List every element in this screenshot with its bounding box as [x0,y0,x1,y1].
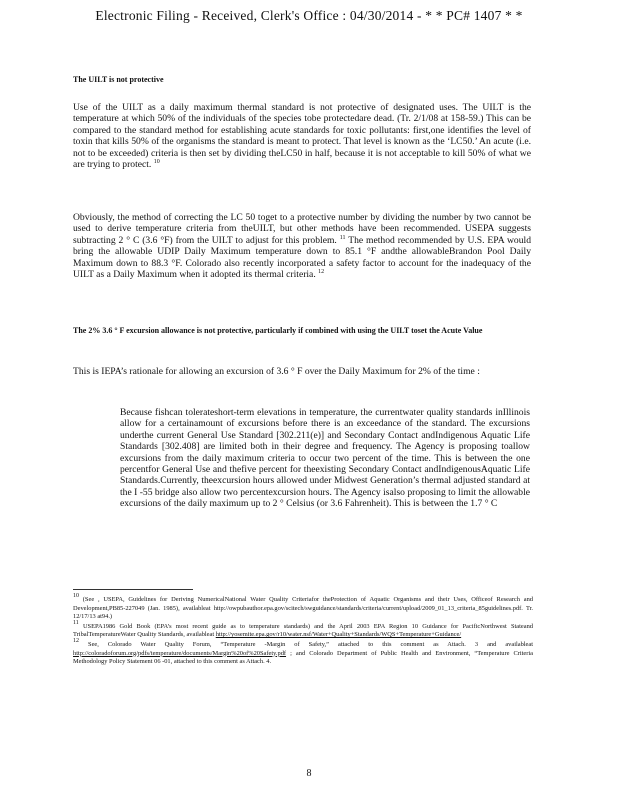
footnote-10 [73,593,533,622]
paragraph-uilt-not-protective [73,102,531,170]
footnote-12 [73,637,533,667]
footnotes [73,593,533,668]
footnote-number: 12 [73,637,79,644]
filing-header: Electronic Filing - Received, Clerk's Office : 04/30/2014 - * * PC# 1407 * * [95,8,523,23]
paragraph-text: Use of the UILT as a daily maximum thermal standard is not protective of designated uses. The UILT is the temperature at which 50% of the individuals of the species tobe protectedare dead. (Tr. 2/1/08 at 158-59.) This can be compared to the standard method for establishing acute standards for toxic pollutants: first,one identifies the level of toxin that kills 50% of the organisms the standard is meant to protect. That level is known as the ‘LC50.’ An acute (i.e. not to be exceeded) criteria is then set by dividing theLC50 in half, because it is not acceptable to kill 50% of what we are trying to protect. [73,102,531,171]
footnote-number: 10 [73,593,79,599]
footnote-text: USEPA1986 Gold Book (EPA’s most recent guide as to temperature standards) and the April 2003 EPA Region 10 Guidance for PacificNorthwest Stateand TribalTemperatureWater Quality Standards, availableat [73,622,533,639]
footnote-text-after: ; and Colorado Department of Public Health and Environment, “Temperature Criteria Methodology Policy Statement 06 -01, attached to this comment as Attach. 4. [73,649,533,666]
section-heading-uilt: The UILT is not protective [73,75,164,84]
footnote-divider [73,589,193,590]
footnote-ref-10: 10 [153,159,160,166]
footnote-link[interactable]: http://yosemite.epa.gov/r10/water.nsf/Water+Quality+Standards/WQS+Temperature+Guidance/ [215,631,462,639]
footnote-ref-12: 12 [318,269,325,276]
section-heading-excursion: The 2% 3.6 ° F excursion allowance is not protective, particularly if combined with using the UILT toset the Acute Value [73,326,483,335]
footnote-link[interactable]: http://coloradoforum.org/pdfs/temperature/documents/Margin%20of%20Safety.pdf [73,649,287,657]
paragraph-method-correction [73,212,531,280]
paragraph-text-cont: The method recommended by U.S. EPA would bring the allowable UDIP Daily Maximum temperature down to 85.1 °F andthe allowableBrandon Pool Daily Maximum down to 88.3 °F. Colorado also recently incorporated a safety factor to account for the inadequacy of the UILT as a Daily Maximum when it adopted its thermal criteria. [73,234,531,281]
paragraph-iepa-rationale: This is IEPA’s rationale for allowing an excursion of 3.6 ° F over the Daily Maximum for 2% of the time : [73,366,480,377]
page-number: 8 [306,768,312,779]
paragraph-text: Obviously, the method of correcting the LC 50 toget to a protective number by dividing the number by two cannot be used to derive temperature criteria from theUILT, but other methods have been recommended. USEPA suggests subtracting 2 ° C (3.6 °F) from the UILT to adjust for this problem. [73,212,531,246]
block-quote: Because fishcan tolerateshort-term elevations in temperature, the currentwater quality standards inIllinois allow for a certainamount of excursions before there is an exceedance of the standard. The excursions underthe current General Use Standard [302.211(e)] and Secondary Contact andIndigenous Aquatic Life Standards [302.408] are limited both in their degree and frequency. The Agency is proposing toallow excursions from the daily maximum criteria to occur two percent of the time. This is between the one percentfor General Use and thefive percent for theexisting Secondary Contact andIndigenousAquatic Life Standards.Currently, theexcursion hours allowed under Midwest Generation’s thermal adjusted standard at the I -55 bridge also allow two percentexcursion hours. The Agency isalso proposing to limit the allowable excursions of the daily maximum up to 2 ° Celsius (or 3.6 Fahrenheit). This is between the 1.7 ° C [120,407,530,510]
footnote-ref-11: 11 [339,234,346,241]
footnote-number: 11 [73,619,79,626]
footnote-text: See, Colorado Water Quality Forum, “Temperature -Margin of Safety,” attached to this comment as Attach. 3 and availableat [88,640,533,648]
footnote-11 [73,619,533,640]
footnote-text: (See , USEPA, Guidelines for Deriving NumericalNational Water Quality Criteriafor theProtection of Aquatic Organisms and their Uses, Officeof Research and Development,PB85-227049 (Jan. 1985), availableat http://owpubauthor.epa.gov/scitech/swguidance/standards/criteria/current/upload/2009_01_13_criteria_85guidelines.pdf. Tr. 12/17/13 at94.) [73,596,533,621]
